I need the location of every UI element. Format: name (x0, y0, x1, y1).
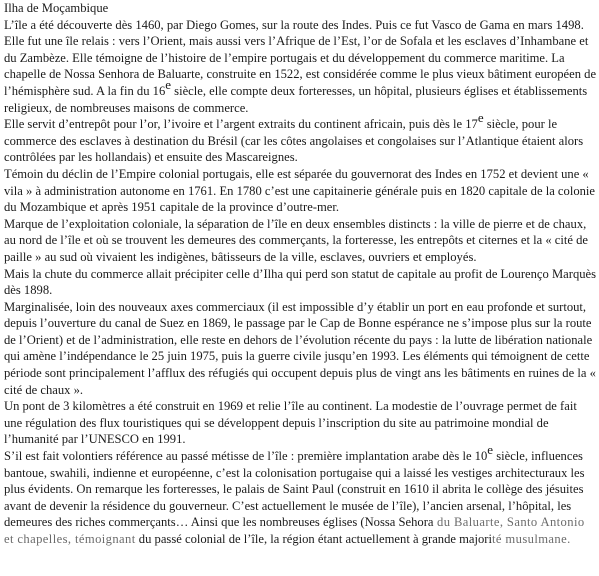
paragraph-text: du passé colonial de l’île, la région étant actuellement à grande majori (135, 532, 492, 546)
century-superscript: e (487, 442, 494, 458)
paragraph-marginalisation: Marginalisée, loin des nouveaux axes commerciaux (il est impossible d’y établir un port en eau profonde et surtout, depuis l’ouverture du canal de Suez en 1869, le passage par le Cap de Bonne espérance ne s’impose plus sur la route de l’Orient) et de l’administration, elle reste en dehors de l’évolution récente du pays : la lutte de libération nationale qui amène l’indépendance le 25 juin 1975, puis la guerre civile jusqu’en 1993. Les éléments qui témoignent de cette période sont principalement l’afflux des réfugiés qui occupent depuis plus de vingt ans les bâtiments en ruines de la « cité de chaux ». (4, 299, 596, 397)
paragraph-heritage (4, 442, 597, 548)
paragraph-text: Elle servit d’entrepôt pour l’or, l’ivoire et l’argent extraits du continent africain, puis dès le 17 (4, 117, 478, 132)
faded-text: té musulmane. (492, 532, 571, 546)
paragraph-text: L’île a été découverte dès 1460, par Diego Gomes, sur la route des Indes. Puis ce fut Vasco de Gama en mars 1498. Elle fut une île relais : vers l’Orient, mais aussi vers l’Afrique de l’Est, l’or de Sofala et les esclaves d’Inhambane et du Zambèze. Elle témoigne de l’histoire de l’empire portugais et du développement du commerce maritime. La chapelle de Nossa Senhora de Baluarte, construite en 1522, est considérée comme le plus vieux bâtiment européen de l’hémisphère sud. A la fin du 16 (4, 17, 597, 98)
paragraph-decline: Témoin du déclin de l’Empire colonial portugais, elle est séparée du gouvernorat des Indes en 1752 et devient une « vila » à administration autonome en 1761. En 1780 c’est une capitainerie générale puis en 1820 capitale de la colonie du Mozambique et après 1951 capitale de la province d’outre-mer. (4, 166, 596, 215)
paragraph-text: siècle, influences bantoue, swahili, indienne et européenne, c’est la colonisation portugaise qui a laissé les vestiges architecturaux les plus évidents. On remarque les forteresses, le palais de Saint Paul (construit en 1610 il abrita le collège des jésuites avant de devenir la résidence du gouverneur. C’est actuellement le musée de l’île), l’ancien arsenal, l’hôpital, les demeures des riches commerçants… Ainsi que les nombreuses églises (Nossa Sehora (4, 449, 585, 530)
paragraph-colonial-mark: Marque de l’exploitation coloniale, la séparation de l’île en deux ensembles distincts : la ville de pierre et de chaux, au nord de l’île et où se trouvent les demeures des commerçants, la forteresse, les entrepôts et citernes et la « cité de paille » au sud où vivaient les indigènes, bâtisseurs de la ville, esclaves, ouvriers et employés. (4, 216, 588, 264)
paragraph-text: siècle, pour le commerce des esclaves à destination du Brésil (car les côtes angolaises et congolaises sur l’Atlantique étaient alors contrôlées par les hollandais) et ensuite des Mascareignes. (4, 117, 584, 165)
paragraph-discovery (4, 17, 597, 117)
paragraph-text: S’il est fait volontiers référence au passé métisse de l’île : première implantation arabe dès le 10 (4, 449, 488, 464)
document (4, 0, 597, 548)
century-superscript: e (477, 110, 484, 126)
paragraph-trade (4, 110, 597, 166)
paragraph-capital-loss: Mais la chute du commerce allait précipiter celle d’Ilha qui perd son statut de capitale au profit de Lourenço Marquès dès 1898. (4, 266, 597, 298)
paragraph-text: siècle, elle compte deux forteresses, un hôpital, plusieurs églises et établissements religieux, de nombreuses maisons de commerce. (4, 83, 588, 115)
century-superscript: e (165, 77, 172, 93)
document-title: Ilha de Moçambique (4, 1, 109, 15)
paragraph-bridge: Un pont de 3 kilomètres a été construit en 1969 et relie l’île au continent. La modestie de l’ouvrage permet de fait une régulation des flux touristiques qui se développent depuis l’inscription du site au patrimoine mondial de l’humanité par l’UNESCO en 1991. (4, 399, 577, 447)
faded-text: du Baluarte, Santo Antonio et chapelles, témoignant (4, 515, 585, 546)
